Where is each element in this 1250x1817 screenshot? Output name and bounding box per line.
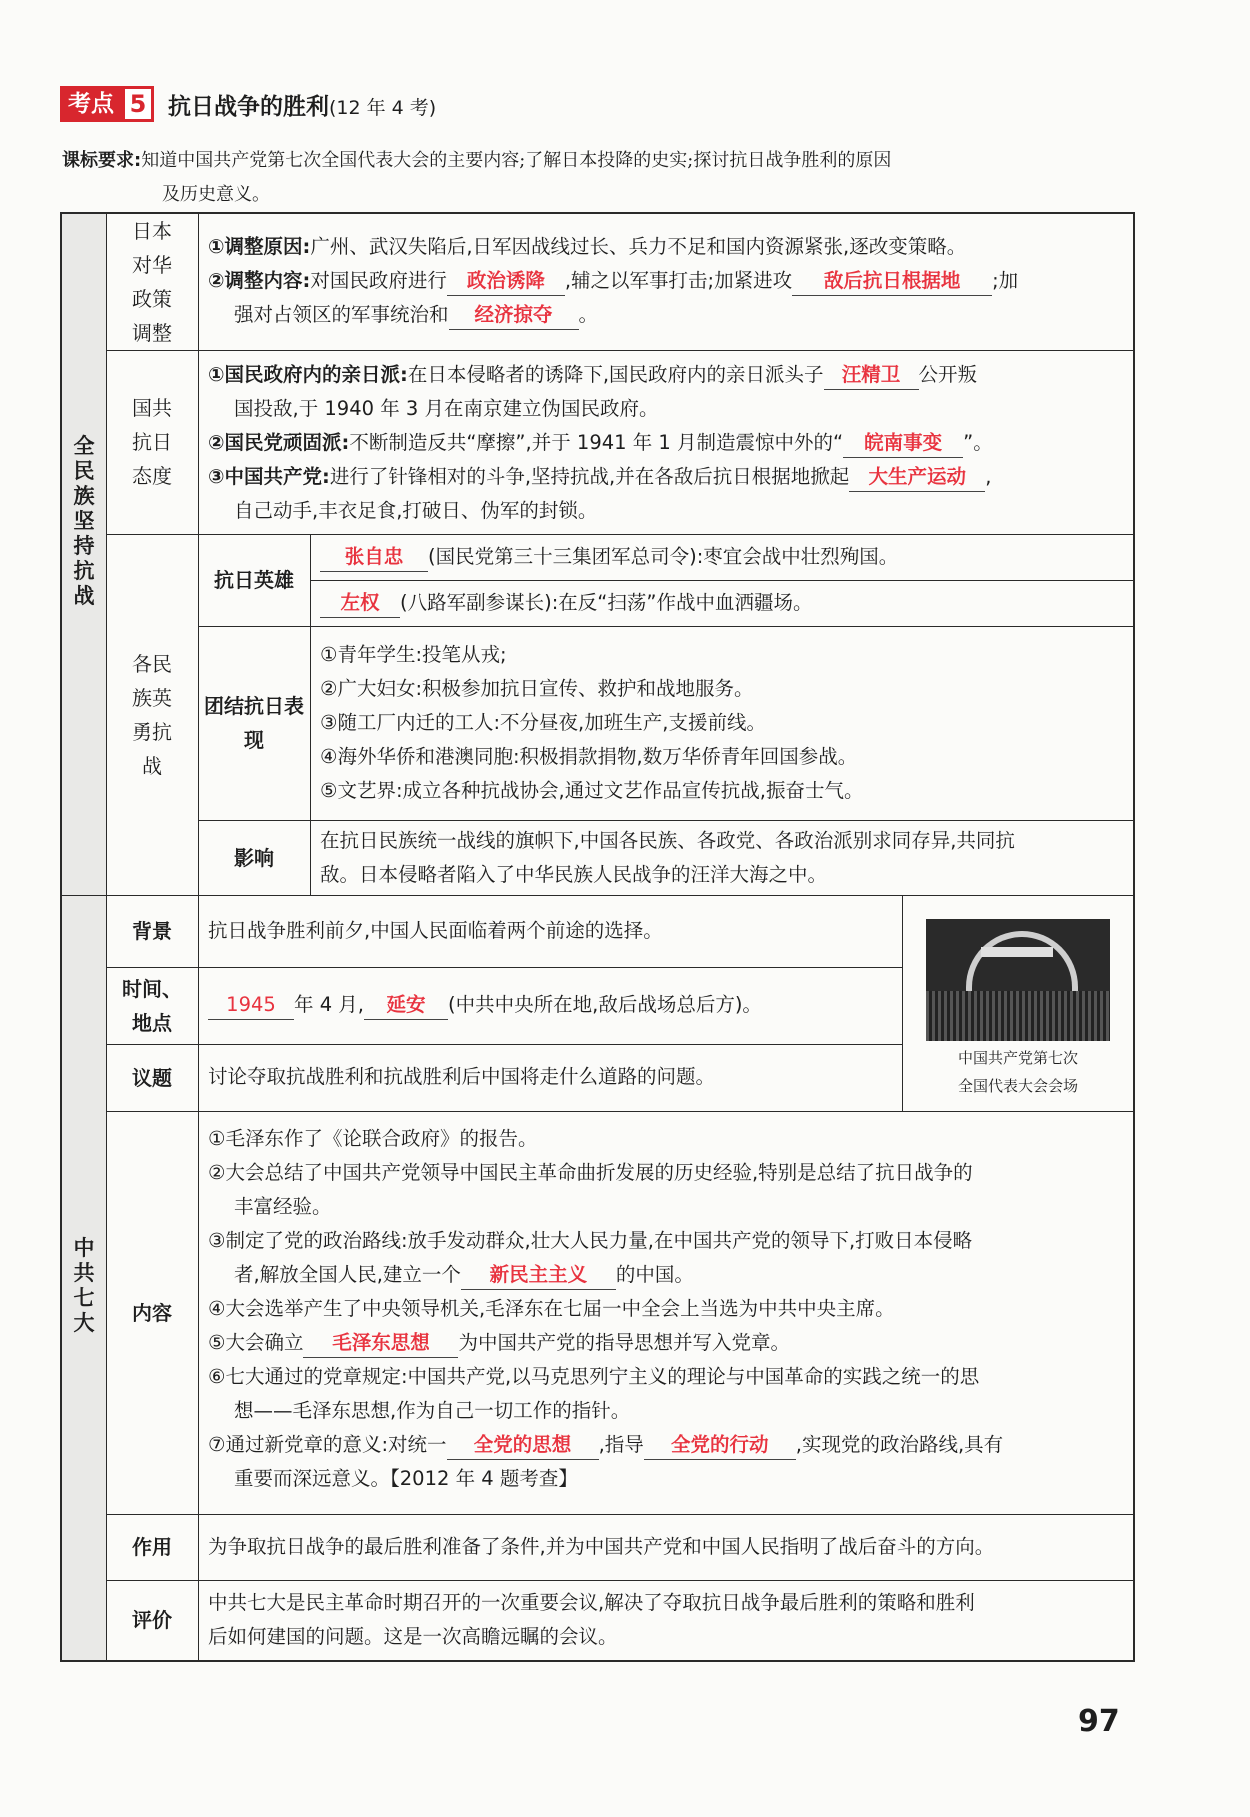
row-label-ethnic-resistance — [106, 534, 198, 895]
text-line: ②广大妇女:积极参加抗日宣传、救护和战地服务。 — [320, 677, 754, 700]
label-line: 战 — [142, 753, 162, 778]
sublabel-text: 影响 — [234, 845, 274, 870]
label-line: 作用 — [132, 1535, 172, 1559]
item-text: 不断制造反共“摩擦”,并于 1941 年 1 月制造震惊中外的“ — [349, 431, 844, 454]
label-line: 时间、 — [122, 976, 182, 1001]
text-line: 敌。日本侵略者陷入了中华民族人民战争的汪洋大海之中。 — [320, 863, 828, 886]
item-text: 年 4 月, — [294, 993, 365, 1016]
item-head: ②国民党顽固派: — [208, 431, 350, 454]
section-char: 抗 — [73, 559, 95, 583]
text-line: 自己动手,丰衣足食,打破日、伪军的封锁。 — [234, 499, 598, 522]
section-char: 坚 — [73, 509, 95, 533]
label-line: 各民 — [132, 651, 172, 676]
text-line: 在抗日民族统一战线的旗帜下,中国各民族、各政党、各政治派别求同存异,共同抗 — [320, 829, 1015, 852]
answer-blank: 全党的思想 — [447, 1431, 599, 1460]
row-label-topic — [106, 1044, 198, 1111]
exam-note: (12 年 4 考) — [329, 96, 437, 119]
text-line: ⑤文艺界:成立各种抗战协会,通过文艺作品宣传抗战,振奋士气。 — [320, 779, 864, 802]
section-char: 持 — [73, 534, 95, 558]
item-text: 为中国共产党的指导思想并写入党章。 — [458, 1331, 790, 1354]
item-text: ”。 — [963, 431, 993, 454]
section-title-7th-congress — [62, 1236, 106, 1336]
badge-number: 5 — [122, 86, 154, 122]
row-label-japan-policy — [106, 214, 198, 350]
text-line — [208, 988, 892, 1022]
label-line: 国共 — [132, 396, 172, 420]
answer-blank: 全党的行动 — [644, 1431, 796, 1460]
curriculum-requirement — [62, 144, 1142, 212]
text-line: ④海外华侨和港澳同胞:积极捐款捐物,数万华侨青年回国参战。 — [320, 745, 858, 768]
answer-blank: 延安 — [364, 991, 448, 1020]
item-text: 进行了针锋相对的斗争,坚持抗战,并在各敌后抗日根据地掀起 — [329, 465, 850, 488]
item-text: (国民党第三十三集团军总司令):枣宜会战中壮烈殉国。 — [428, 545, 899, 568]
label-line: 地点 — [132, 1010, 172, 1035]
item-text: 者,解放全国人民,建立一个 — [234, 1263, 461, 1286]
text-line — [208, 1428, 1125, 1462]
hero-2 — [310, 586, 1135, 620]
text-line — [208, 264, 1125, 298]
item-text: ,辅之以军事打击;加紧进攻 — [564, 269, 793, 292]
item-text: ,实现党的政治路线,具有 — [795, 1433, 1004, 1456]
title-text: 抗日战争的胜利 — [168, 93, 329, 120]
answer-blank: 经济掠夺 — [449, 301, 579, 330]
caption-line: 全国代表大会会场 — [957, 1077, 1078, 1095]
page-number: 97 — [1078, 1704, 1120, 1739]
time-place-content — [198, 988, 902, 1022]
item-text: ⑦通过新党章的意义:对统一 — [208, 1433, 447, 1456]
unity-content — [310, 638, 1135, 808]
item-text: 公开叛 — [918, 363, 978, 386]
background-content — [198, 914, 902, 948]
label-line: 调整 — [132, 321, 172, 345]
impact-content — [310, 824, 1135, 892]
text-line — [208, 1258, 1125, 1292]
label-line: 内容 — [132, 1300, 172, 1325]
evaluation-content — [198, 1586, 1135, 1654]
section-char: 中 — [73, 1236, 95, 1260]
section-char: 战 — [73, 584, 95, 608]
label-line: 对华 — [132, 253, 172, 277]
item-head: ①国民政府内的亲日派: — [208, 363, 408, 386]
item-text: (八路军副参谋长):在反“扫荡”作战中血洒疆场。 — [400, 591, 813, 614]
sublabel-impact — [198, 820, 310, 895]
label-line: 议题 — [132, 1065, 172, 1090]
row-label-effect — [106, 1514, 198, 1580]
label-line: 态度 — [132, 464, 172, 488]
sublabel-text: 抗日英雄 — [214, 568, 294, 592]
row-label-time-place — [106, 967, 198, 1044]
text-line: 讨论夺取抗战胜利和抗战胜利后中国将走什么道路的问题。 — [208, 1065, 716, 1088]
section-title-resistance — [62, 434, 106, 609]
sublabel-text: 表现 — [244, 694, 304, 752]
item-text: 对国民政府进行 — [310, 269, 447, 292]
answer-blank: 皖南事变 — [843, 429, 963, 458]
section-char: 族 — [73, 484, 95, 508]
section-header — [60, 84, 436, 124]
item-text: 强对占领区的军事统治和 — [234, 303, 449, 326]
requirement-text-2: 及历史意义。 — [162, 184, 270, 205]
answer-blank: 张自忠 — [320, 543, 428, 572]
sublabel-unity — [198, 626, 310, 820]
answer-blank: 毛泽东思想 — [303, 1329, 458, 1358]
answer-blank: 敌后抗日根据地 — [792, 267, 992, 296]
item-text: (中共中央所在地,敌后战场总后方)。 — [448, 993, 762, 1016]
text-line: ③随工厂内迁的工人:不分昼夜,加班生产,支援前线。 — [320, 711, 766, 734]
text-line: ①青年学生:投笔从戎; — [320, 643, 507, 666]
answer-blank: 左权 — [320, 589, 400, 618]
topic-badge — [60, 86, 154, 122]
topic-content — [198, 1060, 902, 1094]
item-text: 广州、武汉失陷后,日军因战线过长、兵力不足和国内资源紧张,逐改变策略。 — [310, 235, 967, 258]
congress-venue-photo — [926, 919, 1110, 1041]
requirement-text-1: 知道中国共产党第七次全国代表大会的主要内容;了解日本投降的史实;探讨抗日战争胜利的原因 — [141, 150, 892, 171]
sublabel-heroes — [198, 534, 310, 626]
label-line: 族英 — [132, 685, 172, 710]
item-text: ;加 — [992, 269, 1019, 292]
photo-caption — [907, 1044, 1129, 1100]
answer-blank: 汪精卫 — [824, 361, 919, 390]
japan-policy-content — [198, 230, 1135, 332]
section-char: 大 — [73, 1311, 95, 1335]
label-line: 抗日 — [132, 430, 172, 454]
effect-content — [198, 1530, 1135, 1564]
label-line: 评价 — [132, 1608, 172, 1632]
section-char: 全 — [73, 434, 95, 458]
item-text: 在日本侵略者的诱降下,国民政府内的亲日派头子 — [407, 363, 824, 386]
row-label-background — [106, 895, 198, 967]
text-line: ④大会选举产生了中央领导机关,毛泽东在七届一中全会上当选为中共中央主席。 — [208, 1297, 895, 1320]
caption-line: 中国共产党第七次 — [957, 1049, 1078, 1067]
item-head: ②调整内容: — [208, 269, 311, 292]
hero-1 — [310, 540, 1135, 574]
row-label-content — [106, 1111, 198, 1514]
label-line: 勇抗 — [132, 719, 172, 744]
text-line — [320, 540, 1125, 574]
congress-content — [198, 1122, 1135, 1496]
answer-blank: 大生产运动 — [849, 463, 985, 492]
text-line: 中共七大是民主革命时期召开的一次重要会议,解决了夺取抗日战争最后胜利的策略和胜利 — [208, 1591, 975, 1614]
text-line: ①毛泽东作了《论联合政府》的报告。 — [208, 1127, 538, 1150]
text-line: ②大会总结了中国共产党领导中国民主革命曲折发展的历史经验,特别是总结了抗日战争的 — [208, 1161, 973, 1184]
badge-label: 考点 — [60, 86, 122, 122]
attitude-content — [198, 358, 1135, 528]
text-line: ③制定了党的政治路线:放手发动群众,壮大人民力量,在中国共产党的领导下,打败日本侵略 — [208, 1229, 973, 1252]
item-head: ③中国共产党: — [208, 465, 330, 488]
text-line — [208, 358, 1125, 392]
knowledge-table — [60, 212, 1135, 1662]
label-line: 政策 — [132, 287, 172, 311]
item-head: ①调整原因: — [208, 235, 311, 258]
row-label-evaluation — [106, 1580, 198, 1660]
text-line — [320, 586, 1125, 620]
text-line: ⑥七大通过的党章规定:中国共产党,以马克思列宁主义的理论与中国革命的实践之统一的思 — [208, 1365, 980, 1388]
item-text: ,指导 — [598, 1433, 644, 1456]
sublabel-text: 团结抗日 — [204, 694, 284, 718]
text-line: 后如何建国的问题。这是一次高瞻远瞩的会议。 — [208, 1625, 618, 1648]
text-line: 重要而深远意义。【2012 年 4 题考查】 — [234, 1467, 578, 1490]
item-text: 的中国。 — [615, 1263, 694, 1286]
row-label-attitude — [106, 350, 198, 534]
requirement-label: 课标要求: — [62, 150, 142, 171]
text-line: 国投敌,于 1940 年 3 月在南京建立伪国民政府。 — [234, 397, 659, 420]
text-line: 抗日战争胜利前夕,中国人民面临着两个前途的选择。 — [208, 919, 663, 942]
text-line: 想——毛泽东思想,作为自己一切工作的指针。 — [234, 1399, 631, 1422]
text-line — [208, 460, 1125, 494]
label-line: 日本 — [132, 219, 172, 243]
section-title — [168, 88, 436, 121]
item-text: ⑤大会确立 — [208, 1331, 304, 1354]
text-line — [208, 426, 1125, 460]
text-line: 丰富经验。 — [234, 1195, 332, 1218]
answer-blank: 1945 — [208, 991, 294, 1020]
text-line — [208, 230, 1125, 264]
answer-blank: 新民主主义 — [461, 1261, 616, 1290]
text-line — [208, 1326, 1125, 1360]
section-char: 民 — [73, 459, 95, 483]
item-text: 。 — [578, 303, 599, 326]
section-char: 共 — [73, 1261, 95, 1285]
item-text: , — [985, 465, 992, 488]
answer-blank: 政治诱降 — [447, 267, 565, 296]
text-line — [208, 298, 1125, 332]
text-line: 为争取抗日战争的最后胜利准备了条件,并为中国共产党和中国人民指明了战后奋斗的方向。 — [208, 1535, 995, 1558]
label-line: 背景 — [132, 919, 172, 943]
section-char: 七 — [73, 1286, 95, 1310]
